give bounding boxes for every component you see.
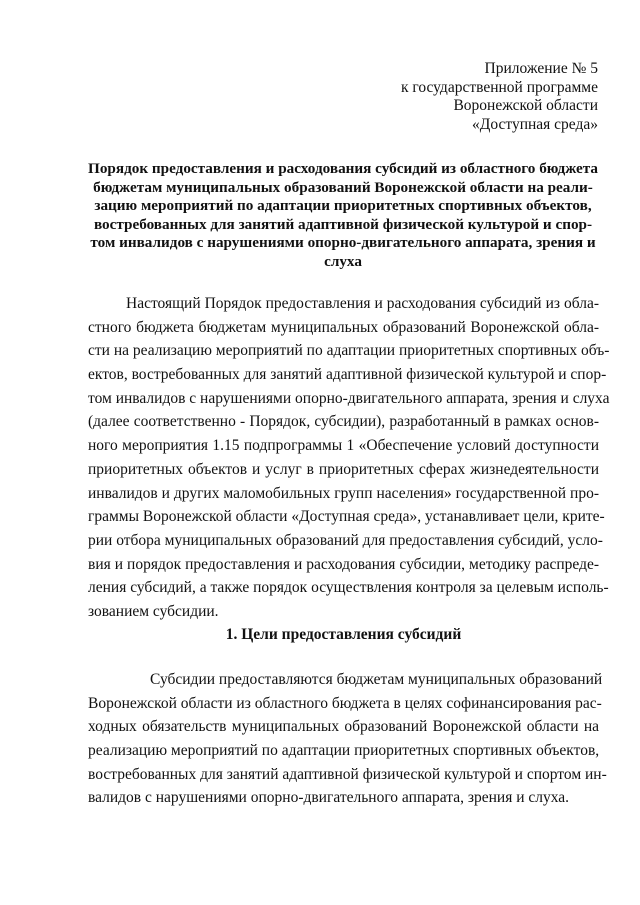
appendix-line: Приложение № 5 bbox=[484, 60, 598, 77]
paragraph-line: ектов, востребованных для занятий адаптивной физической культурой и спор- bbox=[88, 366, 607, 384]
paragraph-line: приоритетных объектов и услуг в приоритетных сферах жизнедеятельности bbox=[88, 460, 599, 478]
intro-paragraph bbox=[88, 292, 610, 624]
section-paragraph bbox=[88, 668, 607, 810]
paragraph-line: Субсидии предоставляются бюджетам муниципальных образований bbox=[150, 671, 603, 688]
paragraph-line: вия и порядок предоставления и расходования субсидии, методику распреде- bbox=[88, 555, 599, 573]
appendix-line: «Доступная среда» bbox=[472, 115, 598, 133]
paragraph-line: сти на реализацию мероприятий по адаптации приоритетных спортивных объ- bbox=[88, 342, 610, 360]
document-title bbox=[88, 160, 598, 272]
appendix-line: Воронежской области bbox=[453, 97, 598, 114]
paragraph-line: ходных обязательств муниципальных образований Воронежской области на bbox=[88, 718, 599, 736]
paragraph-line: востребованных для занятий адаптивной физической культурой и спортом ин- bbox=[88, 765, 607, 783]
paragraph-line: Настоящий Порядок предоставления и расходования субсидий из обла- bbox=[126, 295, 599, 312]
paragraph-line: стного бюджета бюджетам муниципальных образований Воронежской обла- bbox=[88, 318, 599, 336]
title-line: слуха bbox=[324, 252, 362, 270]
paragraph-line: граммы Воронежской области «Доступная среда», устанавливает цели, крите- bbox=[88, 508, 605, 526]
paragraph-line: Воронежской области из областного бюджета в целях софинансирования рас- bbox=[88, 694, 602, 712]
title-line: том инвалидов с нарушениями опорно-двигательного аппарата, зрения и bbox=[90, 234, 596, 252]
title-line: Порядок предоставления и расходования субсидий из областного бюджета bbox=[88, 160, 599, 177]
paragraph-line: том инвалидов с нарушениями опорно-двигательного аппарата, зрения и слуха bbox=[88, 389, 610, 407]
paragraph-line: валидов с нарушениями опорно-двигательного аппарата, зрения и слуха. bbox=[88, 789, 570, 807]
paragraph-line: рии отбора муниципальных образований для предоставления субсидий, усло- bbox=[88, 531, 603, 549]
paragraph-line: реализацию мероприятий по адаптации приоритетных спортивных объектов, bbox=[88, 742, 600, 760]
paragraph-line: ного мероприятия 1.15 подпрограммы 1 «Обеспечение условий доступности bbox=[88, 437, 599, 455]
paragraph-line: ления субсидий, а также порядок осуществления контроля за целевым исполь- bbox=[88, 579, 609, 597]
paragraph-line: (далее соответственно - Порядок, субсидии), разработанный в рамках основ- bbox=[88, 413, 599, 431]
title-line: зацию мероприятий по адаптации приоритетных спортивных объектов, bbox=[94, 197, 592, 215]
paragraph-line: инвалидов и других маломобильных групп населения» государственной про- bbox=[88, 484, 599, 502]
appendix-reference bbox=[401, 60, 598, 134]
paragraph-line: зованием субсидии. bbox=[88, 602, 219, 620]
title-line: бюджетам муниципальных образований Воронежской области на реали- bbox=[93, 178, 593, 196]
title-line: востребованных для занятий адаптивной физической культурой и спор- bbox=[93, 215, 593, 233]
section-heading: 1. Цели предоставления субсидий bbox=[225, 626, 462, 643]
appendix-line: к государственной программе bbox=[400, 78, 598, 96]
